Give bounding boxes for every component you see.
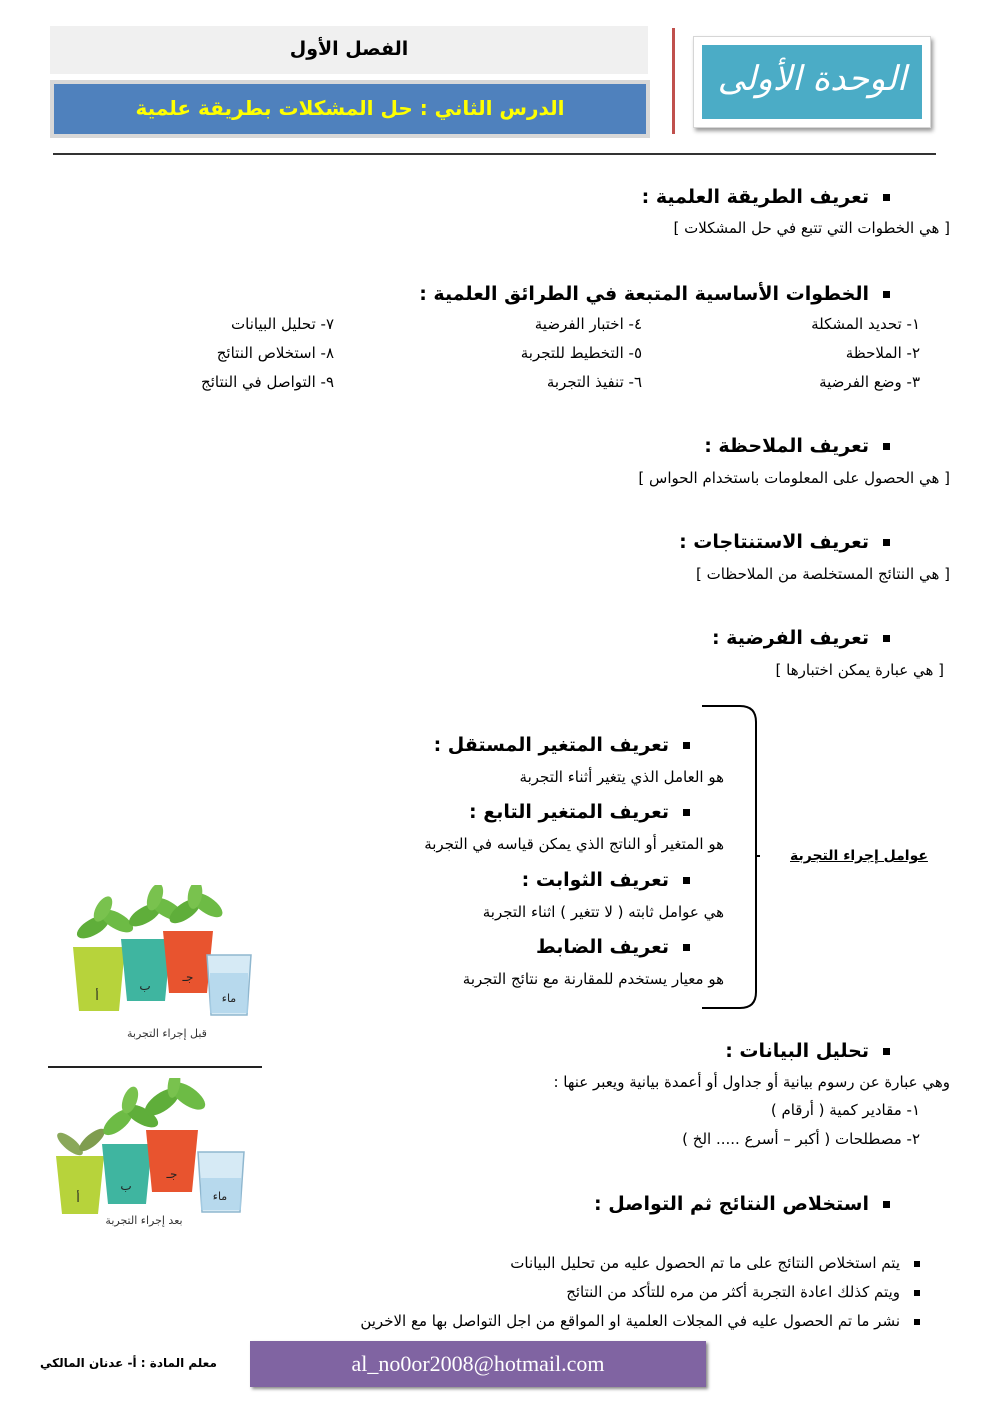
plants-after-experiment-figure <box>48 1078 260 1230</box>
step-6: ٦- تنفيذ التجربة <box>546 373 642 391</box>
bullet-icon <box>914 1261 920 1267</box>
bullet-icon <box>683 809 690 816</box>
scientific-method-heading: تعريف الطريقة العلمية : <box>642 186 890 208</box>
conclusion-bullet-1: يتم استخلاص النتائج على ما تم الحصول عليه من تحليل البيانات <box>510 1254 920 1272</box>
inferences-heading: تعريف الاستنتاجات : <box>679 531 890 553</box>
after-caption: بعد إجراء التجربة <box>105 1214 183 1227</box>
step-2: ٢- الملاحظة <box>845 344 920 362</box>
pot-c <box>146 1130 198 1192</box>
pot-b <box>102 1144 152 1204</box>
header-divider <box>53 153 936 155</box>
bullet-icon <box>883 291 890 298</box>
scientific-method-definition: [ هي الخطوات التي تتبع في حل المشكلات ] <box>673 219 950 237</box>
conclusion-bullet-3: نشر ما تم الحصول عليه في المجلات العلمية او المواقع من اجل التواصل بها مع الاخرين <box>360 1312 920 1330</box>
control-text: هو معيار يستخدم للمقارنة مع نتائج التجربة <box>462 970 724 988</box>
bullet-icon <box>883 443 890 450</box>
data-analysis-intro: وهي عبارة عن رسوم بيانية أو جداول أو أعمدة بيانية ويعبر عنها : <box>553 1073 950 1091</box>
step-3: ٣- وضع الفرضية <box>819 373 920 391</box>
step-8: ٨- استخلاص النتائج <box>216 344 334 362</box>
data-analysis-item-2: ٢- مصطلحات ( أكبر – أسرع ..... الخ ) <box>682 1130 920 1148</box>
pot-b-label: ب <box>139 979 151 993</box>
bullet-icon <box>683 944 690 951</box>
bullet-icon <box>883 1048 890 1055</box>
pot-a-label: أ <box>76 1191 80 1205</box>
step-9: ٩- التواصل في النتائج <box>201 373 334 391</box>
step-4: ٤- اختبار الفرضية <box>534 315 642 333</box>
dependent-variable-heading: تعريف المتغير التابع : <box>469 801 690 823</box>
unit-banner <box>702 45 922 119</box>
email-address: al_no0or2008@hotmail.com <box>351 1351 605 1376</box>
control-heading: تعريف الضابط <box>536 936 690 958</box>
observation-heading: تعريف الملاحظة : <box>704 435 890 457</box>
constants-text: هي عوامل ثابته ( لا تتغير ) اثناء التجربة <box>482 903 724 921</box>
bullet-icon <box>683 877 690 884</box>
header-accent-line <box>672 28 675 134</box>
lesson-box <box>50 80 650 138</box>
step-1: ١- تحديد المشكلة <box>811 315 920 333</box>
independent-variable-text: هو العامل الذي يتغير أثناء التجربة <box>519 768 724 786</box>
data-analysis-heading: تحليل البيانات : <box>725 1040 890 1062</box>
step-7: ٧- تحليل البيانات <box>231 315 334 333</box>
bullet-icon <box>914 1319 920 1325</box>
hypothesis-definition: [ هي عبارة يمكن اختبارها ] <box>775 661 944 679</box>
teacher-name: معلم المادة : أ- عدنان المالكي <box>40 1356 217 1370</box>
experiment-factors-label: عوامل إجراء التجربة <box>790 848 928 864</box>
bullet-icon <box>883 194 890 201</box>
data-analysis-item-1: ١- مقادير كمية ( أرقام ) <box>770 1101 920 1119</box>
pot-c-label: جـ <box>182 970 194 984</box>
constants-heading: تعريف الثوابت : <box>522 869 690 891</box>
pot-c-label: جـ <box>166 1167 178 1181</box>
hypothesis-heading: تعريف الفرضية : <box>712 627 890 649</box>
step-5: ٥- التخطيط للتجربة <box>520 344 642 362</box>
pot-a <box>73 947 125 1011</box>
figure-divider <box>48 1066 262 1068</box>
beaker-label: ماء <box>212 1190 228 1203</box>
unit-box <box>693 36 931 128</box>
bullet-icon <box>914 1290 920 1296</box>
pot-a <box>56 1156 104 1214</box>
steps-heading: الخطوات الأساسية المتبعة في الطرائق العلمية : <box>419 283 890 305</box>
bullet-icon <box>883 635 890 642</box>
lesson-title: الدرس الثاني : حل المشكلات بطريقة علمية <box>135 96 565 120</box>
bullet-icon <box>883 539 890 546</box>
conclusions-heading: استخلاص النتائج ثم التواصل : <box>594 1193 890 1215</box>
independent-variable-heading: تعريف المتغير المستقل : <box>434 734 690 756</box>
brace-bracket <box>700 704 760 1010</box>
pot-b-label: ب <box>120 1179 132 1193</box>
beaker-label: ماء <box>221 992 237 1005</box>
observation-definition: [ هي الحصول على المعلومات باستخدام الحواس ] <box>638 469 950 487</box>
bullet-icon <box>883 1201 890 1208</box>
dependent-variable-text: هو المتغير أو الناتج الذي يمكن قياسه في التجربة <box>424 835 724 853</box>
pot-a-label: أ <box>95 989 99 1003</box>
chapter-title: الفصل الأول <box>289 38 409 60</box>
unit-title: الوحدة الأولى <box>717 59 907 99</box>
conclusion-bullet-2: ويتم كذلك اعادة التجربة أكثر من مره للتأكد من النتائج <box>566 1283 920 1301</box>
plants-before-experiment-figure <box>55 885 267 1045</box>
lesson-banner <box>54 84 646 134</box>
bullet-icon <box>683 742 690 749</box>
email-banner <box>250 1341 706 1387</box>
before-caption: قبل إجراء التجربة <box>127 1027 207 1040</box>
inferences-definition: [ هي النتائج المستخلصة من الملاحظات ] <box>695 565 950 583</box>
